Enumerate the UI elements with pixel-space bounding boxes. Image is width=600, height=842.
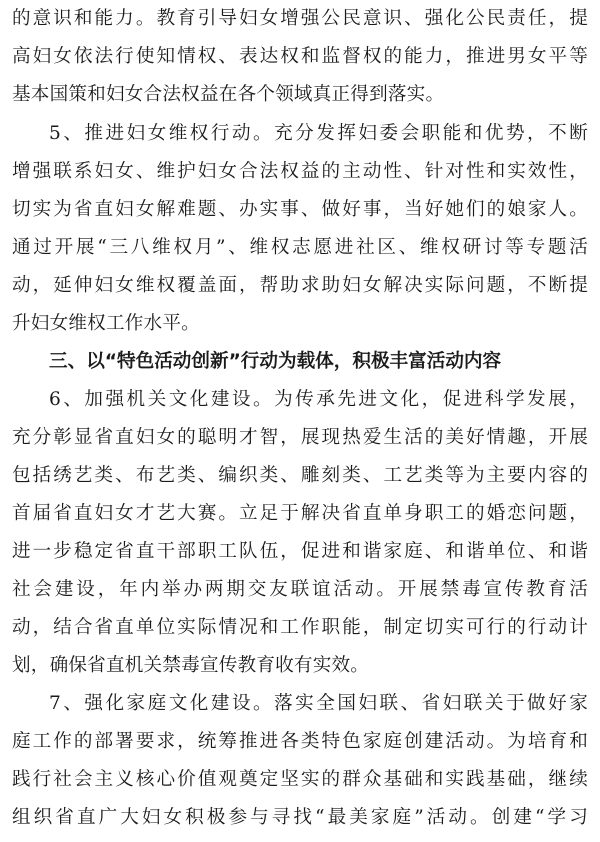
text-line: 包括绣艺类、布艺类、编织类、雕刻类、工艺类等为主要内容的: [12, 465, 588, 486]
text-line: 首届省直妇女才艺大赛。立足于解决省直单身职工的婚恋问题，: [12, 503, 588, 524]
text-line: 增强联系妇女、维护妇女合法权益的主动性、针对性和实效性，: [12, 161, 588, 182]
section-heading: 三、以“特色活动创新”行动为载体，积极丰富活动内容: [49, 351, 502, 372]
text-line: 基本国策和妇女合法权益在各个领域真正得到落实。: [12, 84, 445, 105]
text-line: 7、强化家庭文化建设。落实全国妇联、省妇联关于做好家: [49, 693, 588, 714]
text-line: 高妇女依法行使知情权、表达权和监督权的能力，推进男女平等: [12, 46, 588, 67]
text-line: 升妇女维权工作水平。: [12, 313, 200, 334]
text-line: 充分彰显省直妇女的聪明才智，展现热爱生活的美好情趣，开展: [12, 427, 588, 448]
text-line: 划，确保省直机关禁毒宣传教育收有实效。: [12, 655, 370, 676]
text-line: 社会建设，年内举办两期交友联谊活动。开展禁毒宣传教育活: [12, 579, 588, 600]
text-line: 庭工作的部署要求，统筹推进各类特色家庭创建活动。为培育和: [12, 731, 588, 752]
text-line: 切实为省直妇女解难题、办实事、做好事，当好她们的娘家人。: [12, 199, 588, 220]
text-line: 组织省直广大妇女积极参与寻找“最美家庭”活动。创建“学习: [12, 807, 588, 828]
text-line: 动，延伸妇女维权覆盖面，帮助求助妇女解决实际问题，不断提: [12, 275, 588, 296]
text-line: 5、推进妇女维权行动。充分发挥妇委会职能和优势，不断: [49, 123, 588, 144]
text-line: 6、加强机关文化建设。为传承先进文化，促进科学发展，: [49, 389, 588, 410]
text-line: 的意识和能力。教育引导妇女增强公民意识、强化公民责任，提: [12, 8, 588, 29]
text-line: 进一步稳定省直干部职工队伍，促进和谐家庭、和谐单位、和谐: [12, 541, 588, 562]
text-line: 通过开展“三八维权月”、维权志愿进社区、维权研讨等专题活: [12, 237, 588, 258]
text-line: 动，结合省直单位实际情况和工作职能，制定切实可行的行动计: [12, 617, 588, 638]
text-line: 践行社会主义核心价值观奠定坚实的群众基础和实践基础，继续: [12, 769, 588, 790]
